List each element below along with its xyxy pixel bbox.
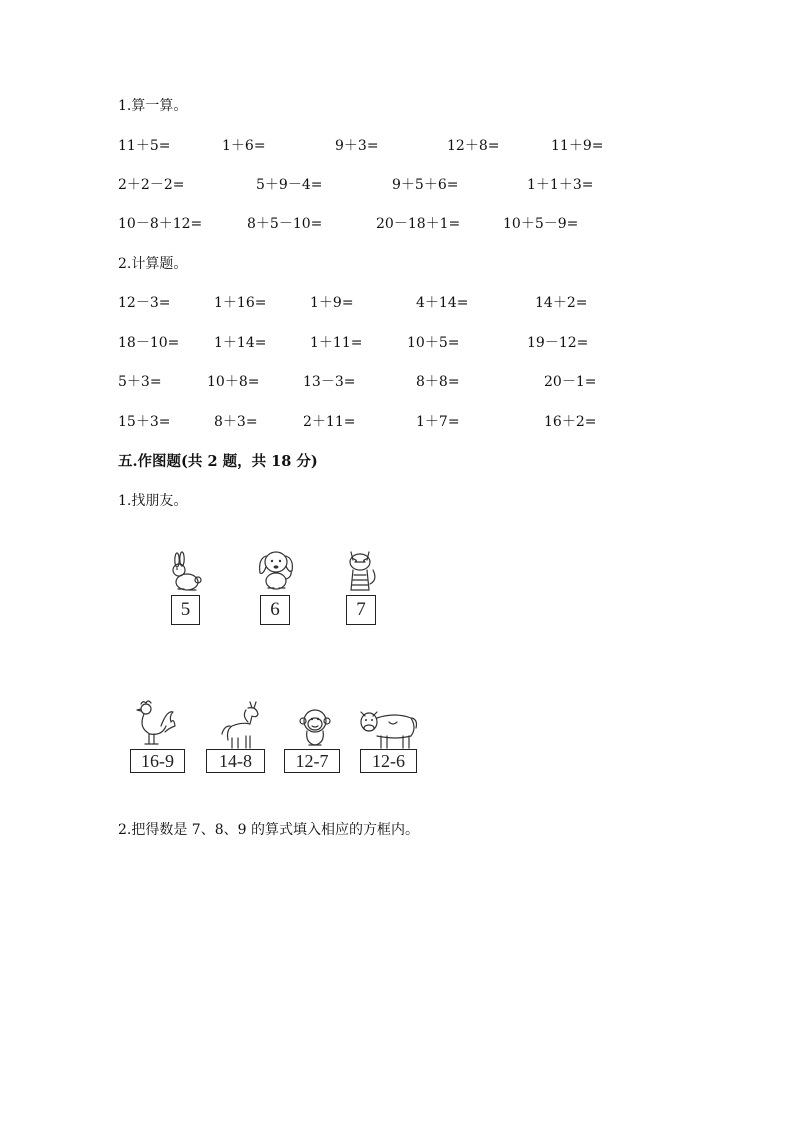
problem: 19－12= <box>527 335 589 351</box>
problem: 13－3= <box>303 374 356 390</box>
problem: 9＋5＋6= <box>392 177 459 193</box>
problem: 12－3= <box>118 295 171 311</box>
number-box: 5 <box>171 595 200 625</box>
section1-row-3 <box>0 215 700 233</box>
expression-box: 12-7 <box>284 749 340 773</box>
problem: 1＋16= <box>214 295 267 311</box>
problem: 14＋2= <box>535 295 588 311</box>
problem: 8＋3= <box>214 414 258 430</box>
expression-box: 16-9 <box>130 749 185 773</box>
problem: 4＋14= <box>416 295 469 311</box>
problem: 16＋2= <box>544 414 597 430</box>
problem: 2＋11= <box>303 414 356 430</box>
section2-row-4 <box>0 413 700 431</box>
section1-row-2 <box>0 176 700 194</box>
problem: 9＋3= <box>335 138 379 154</box>
section1-title: 1.算一算。 <box>118 98 188 114</box>
problem: 20－18＋1= <box>376 216 461 232</box>
expression-box: 12-6 <box>360 749 417 773</box>
problem: 11＋9= <box>551 138 604 154</box>
problem: 18－10= <box>118 335 180 351</box>
q1-title: 1.找朋友。 <box>118 493 188 509</box>
problem: 12＋8= <box>447 138 500 154</box>
section1-row-1 <box>0 137 700 155</box>
problem: 15＋3= <box>118 414 171 430</box>
cow-icon <box>357 706 419 754</box>
section2-title: 2.计算题。 <box>118 256 188 272</box>
problem: 1＋14= <box>214 335 267 351</box>
dog-icon <box>254 549 298 597</box>
problem: 8＋8= <box>416 374 460 390</box>
q2-title: 2.把得数是 7、8、9 的算式填入相应的方框内。 <box>118 822 419 838</box>
rabbit-icon <box>166 553 204 597</box>
cat-icon <box>339 548 381 598</box>
expression-box: 14-8 <box>206 749 265 773</box>
horse-icon <box>220 700 264 754</box>
problem: 10－8＋12= <box>118 216 203 232</box>
number-box: 6 <box>260 595 290 625</box>
problem: 1＋6= <box>222 138 266 154</box>
problem: 10＋8= <box>207 374 260 390</box>
problem: 1＋9= <box>310 295 354 311</box>
problem: 11＋5= <box>118 138 171 154</box>
number-box: 7 <box>346 595 376 625</box>
section2-row-3 <box>0 373 700 391</box>
rooster-icon <box>135 698 175 754</box>
problem: 5＋3= <box>118 374 162 390</box>
problem: 10＋5－9= <box>503 216 579 232</box>
problem: 1＋1＋3= <box>527 177 594 193</box>
problem: 1＋11= <box>310 335 363 351</box>
problem: 5＋9－4= <box>256 177 323 193</box>
monkey-icon <box>297 707 333 753</box>
section2-row-1 <box>0 294 700 312</box>
problem: 20－1= <box>544 374 597 390</box>
problem: 8＋5－10= <box>247 216 323 232</box>
problem: 1＋7= <box>416 414 460 430</box>
problem: 2＋2－2= <box>118 177 185 193</box>
problem: 10＋5= <box>407 335 460 351</box>
section5-heading: 五.作图题(共 2 题，共 18 分) <box>118 453 318 470</box>
section2-row-2 <box>0 334 700 352</box>
